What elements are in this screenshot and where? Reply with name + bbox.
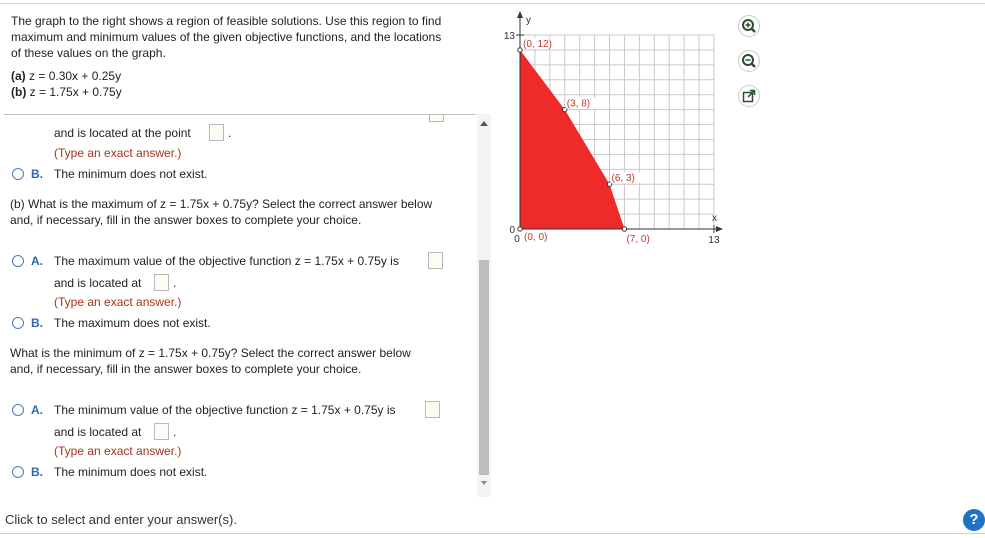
x-zero-tick-label: 0	[514, 234, 520, 245]
prev-location-answer-box[interactable]	[209, 124, 224, 141]
question-min-line-2: and, if necessary, fill in the answer boxes to complete your choice.	[10, 362, 362, 376]
clipped-answer-box[interactable]	[429, 114, 444, 122]
intro-line-3: of these values on the graph.	[11, 46, 166, 60]
intro-line-1: The graph to the right shows a region of feasible solutions. Use this region to find	[11, 14, 442, 28]
max-location-answer-box[interactable]	[154, 274, 169, 291]
scroll-down-arrow-icon[interactable]	[481, 481, 487, 485]
bottom-divider	[0, 533, 985, 534]
vertex-point	[518, 48, 522, 52]
y-axis-arrow-icon	[517, 11, 523, 18]
exact-answer-hint: (Type an exact answer.)	[54, 295, 182, 309]
vertex-point	[622, 227, 626, 231]
y-zero-tick-label: 0	[509, 225, 515, 236]
x-axis-label: x	[711, 213, 717, 224]
part-a-expression: z = 0.30x + 0.25y	[29, 69, 122, 83]
scrollbar-thumb[interactable]	[479, 260, 489, 475]
zoom-out-button[interactable]	[738, 50, 760, 72]
y-max-tick-label: 13	[503, 31, 515, 43]
part-b-label: (b)	[11, 85, 27, 99]
part-a-label: (a)	[11, 69, 26, 83]
min-option-a-text: The minimum value of the objective function z = 1.75x + 0.75y is	[54, 403, 396, 417]
vertex-label: (3, 8)	[566, 98, 591, 110]
period: .	[173, 276, 177, 290]
x-max-tick-label: 13	[708, 235, 720, 246]
status-bar-text: Click to select and enter your answer(s).	[5, 512, 237, 527]
min-option-b-letter: B.	[31, 465, 43, 479]
zoom-in-button[interactable]	[738, 15, 760, 37]
help-button[interactable]: ?	[963, 509, 985, 531]
question-max-line-1: (b) What is the maximum of z = 1.75x + 0.75y? Select the correct answer below	[10, 197, 433, 211]
min-option-a-radio[interactable]	[12, 404, 24, 416]
max-option-a-radio[interactable]	[12, 255, 24, 267]
vertex-label: (0, 12)	[523, 38, 552, 50]
vertex-label: (6, 3)	[611, 173, 635, 185]
prev-option-b-letter: B.	[31, 167, 43, 181]
question-max-line-2: and, if necessary, fill in the answer boxes to complete your choice.	[10, 213, 362, 227]
prev-option-b-text: The minimum does not exist.	[54, 167, 208, 181]
exact-answer-hint: (Type an exact answer.)	[54, 146, 182, 160]
scroll-up-arrow-icon[interactable]	[480, 121, 488, 126]
exact-answer-hint: (Type an exact answer.)	[54, 444, 182, 458]
min-option-a-letter: A.	[31, 403, 43, 417]
max-option-a-letter: A.	[31, 254, 43, 268]
min-location-text: and is located at	[54, 425, 142, 439]
vertex-point	[518, 227, 522, 231]
min-option-b-text: The minimum does not exist.	[54, 465, 208, 479]
max-option-b-letter: B.	[31, 316, 43, 330]
period: .	[228, 126, 232, 140]
min-option-b-radio[interactable]	[12, 466, 24, 478]
popout-button[interactable]	[738, 85, 760, 107]
intro-line-2: maximum and minimum values of the given objective functions, and the locations	[11, 30, 442, 44]
max-option-a-text: The maximum value of the objective function z = 1.75x + 0.75y is	[54, 254, 399, 268]
top-divider	[0, 3, 985, 4]
min-value-answer-box[interactable]	[425, 401, 440, 418]
pane-scrollbar[interactable]	[477, 114, 491, 497]
zoom-in-icon	[739, 16, 759, 36]
vertex-label: (7, 0)	[626, 234, 650, 245]
question-intro	[11, 13, 481, 100]
max-location-text: and is located at	[54, 276, 142, 290]
clipped-previous-line	[10, 114, 440, 120]
popout-icon	[739, 86, 759, 106]
y-axis-label: y	[526, 15, 531, 26]
zoom-out-icon	[739, 51, 759, 71]
feasible-region-graph	[494, 10, 734, 250]
prev-option-b-radio[interactable]	[12, 168, 24, 180]
vertex-label: (0, 0)	[524, 232, 548, 243]
period: .	[173, 425, 177, 439]
prev-location-text: and is located at the point	[54, 126, 191, 140]
objective-functions	[11, 68, 481, 100]
max-option-b-radio[interactable]	[12, 317, 24, 329]
question-b-minimum	[10, 345, 475, 377]
answer-scroll-pane[interactable]	[4, 114, 476, 498]
question-min-line-1: What is the minimum of z = 1.75x + 0.75y? Select the correct answer below	[10, 346, 411, 360]
question-b-maximum	[10, 196, 475, 228]
max-value-answer-box[interactable]	[428, 252, 443, 269]
part-b-expression: z = 1.75x + 0.75y	[29, 85, 122, 99]
x-axis-arrow-icon	[716, 226, 723, 232]
max-option-b-text: The maximum does not exist.	[54, 316, 211, 330]
min-location-answer-box[interactable]	[154, 423, 169, 440]
